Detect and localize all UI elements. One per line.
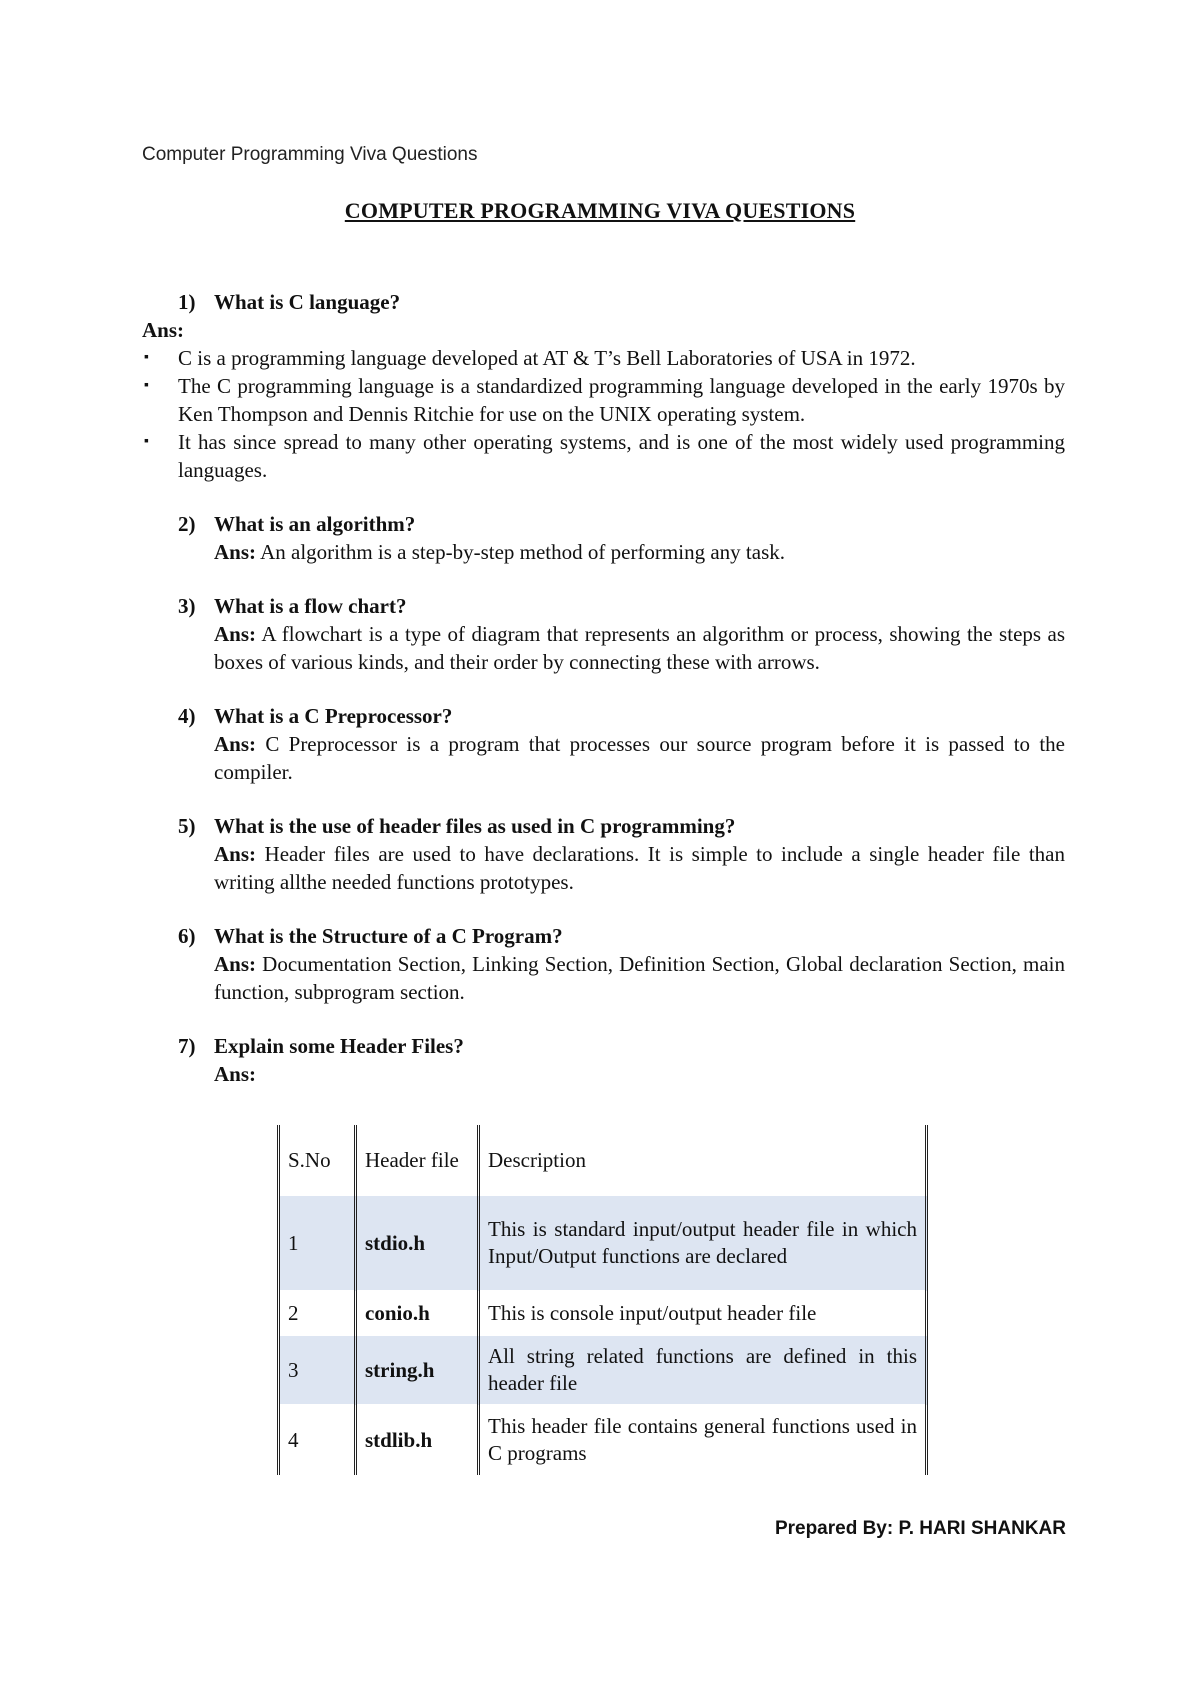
answer-label: Ans: (214, 622, 257, 646)
list-item (142, 372, 1065, 428)
question-number: 6) (178, 924, 196, 948)
question-3 (178, 592, 1065, 676)
bullet-text: C is a programming language developed at AT & T’s Bell Laboratories of USA in 1972. (178, 346, 916, 370)
table-cell-desc: This is console input/output header file (479, 1291, 927, 1336)
answer-label: Ans: (214, 952, 257, 976)
table-cell-sno: 2 (279, 1291, 356, 1336)
bullet-text: The C programming language is a standardized programming language developed in the early 1970s by Ken Thompson and Dennis Ritchie for use on the UNIX operating system. (178, 374, 1065, 426)
question-2 (178, 510, 1065, 566)
answer-text (214, 1060, 1065, 1088)
question-heading (178, 1032, 1065, 1060)
answer-body: A flowchart is a type of diagram that represents an algorithm or process, showing the steps as boxes of various kinds, and their order by connecting these with arrows. (214, 622, 1066, 674)
answer-text (214, 950, 1065, 1006)
answer-label: Ans: (214, 732, 257, 756)
answer-label: Ans: (142, 318, 185, 342)
answer-text (214, 730, 1065, 786)
question-text: What is the use of header files as used in C programming? (214, 814, 736, 838)
table-cell-sno: 4 (279, 1405, 356, 1476)
document-title: COMPUTER PROGRAMMING VIVA QUESTIONS (344, 198, 856, 223)
answer-body: Header files are used to have declarations. It is simple to include a single header file than writing allthe needed functions prototypes. (214, 842, 1066, 894)
table-cell-sno: 3 (279, 1336, 356, 1405)
question-number: 7) (178, 1034, 196, 1058)
answer-label: Ans: (214, 842, 257, 866)
question-heading (178, 922, 1065, 950)
question-6 (178, 922, 1065, 1006)
table-cell-desc: All string related functions are defined in this header file (479, 1336, 927, 1405)
bullet-text: It has since spread to many other operating systems, and is one of the most widely used programming languages. (178, 430, 1065, 482)
table-cell-file: conio.h (356, 1291, 479, 1336)
table-header-cell: S.No (279, 1125, 356, 1196)
question-1 (142, 288, 1065, 484)
question-heading (178, 510, 1065, 538)
list-item (142, 428, 1065, 484)
answer-label: Ans: (214, 1062, 257, 1086)
question-text: Explain some Header Files? (214, 1034, 464, 1058)
question-heading (178, 702, 1065, 730)
table-cell-desc: This is standard input/output header file in which Input/Output functions are declared (479, 1196, 927, 1291)
square-bullet-icon: ▪ (144, 434, 149, 449)
question-text: What is a flow chart? (214, 594, 407, 618)
running-header: Computer Programming Viva Questions (142, 144, 478, 165)
question-number: 3) (178, 594, 196, 618)
question-text: What is a C Preprocessor? (214, 704, 453, 728)
table-row (279, 1291, 927, 1336)
question-number: 4) (178, 704, 196, 728)
table-row (279, 1336, 927, 1405)
table-header-row (279, 1125, 927, 1196)
answer-body: An algorithm is a step-by-step method of performing any task. (260, 540, 785, 564)
table-row (279, 1405, 927, 1476)
question-number: 2) (178, 512, 196, 536)
table-cell-file: stdio.h (356, 1196, 479, 1291)
answer-text (214, 840, 1065, 896)
header-files-table (277, 1125, 928, 1475)
question-text: What is an algorithm? (214, 512, 416, 536)
answer-text (214, 620, 1065, 676)
prepared-by-footer: Prepared By: P. HARI SHANKAR (774, 1518, 1066, 1539)
table-header-cell: Header file (356, 1125, 479, 1196)
question-7 (178, 1032, 1065, 1088)
answer-label: Ans: (214, 540, 257, 564)
answer-text (214, 538, 1065, 566)
question-text: What is the Structure of a C Program? (214, 924, 563, 948)
square-bullet-icon: ▪ (144, 350, 149, 365)
question-5 (178, 812, 1065, 896)
question-heading (178, 592, 1065, 620)
list-item (142, 344, 1065, 372)
table-cell-desc: This header file contains general functions used in C programs (479, 1405, 927, 1476)
table-header-cell: Description (479, 1125, 927, 1196)
table-cell-file: stdlib.h (356, 1405, 479, 1476)
question-text: What is C language? (214, 290, 401, 314)
question-number: 5) (178, 814, 196, 838)
answer-bullet-list (142, 344, 1065, 484)
square-bullet-icon: ▪ (144, 378, 149, 393)
answer-body: C Preprocessor is a program that processes our source program before it is passed to the compiler. (214, 732, 1065, 784)
question-4 (178, 702, 1065, 786)
questions-section (142, 288, 1066, 1088)
answer-body: Documentation Section, Linking Section, Definition Section, Global declaration Section, main function, subprogram section. (214, 952, 1066, 1004)
question-heading (178, 288, 1065, 316)
table-cell-file: string.h (356, 1336, 479, 1405)
table-row (279, 1196, 927, 1291)
question-heading (178, 812, 1065, 840)
table-cell-sno: 1 (279, 1196, 356, 1291)
question-number: 1) (178, 290, 196, 314)
